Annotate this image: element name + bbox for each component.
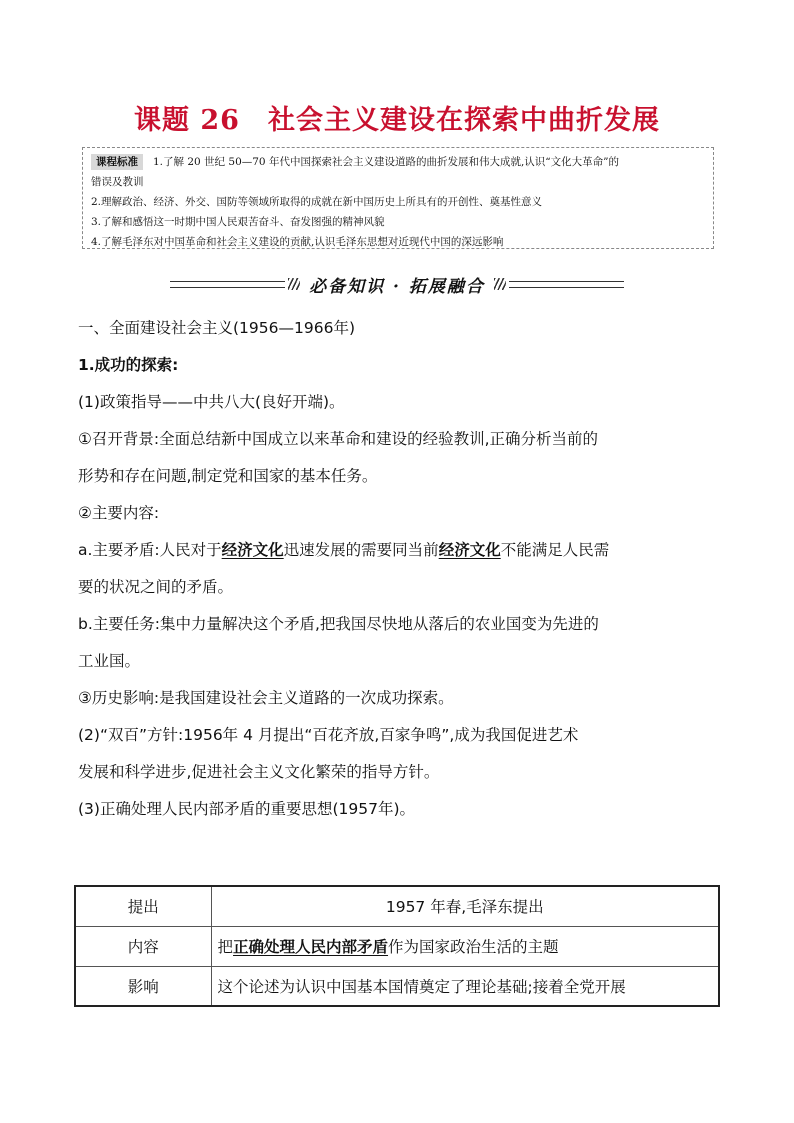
paragraph: ③历史影响:是我国建设社会主义道路的一次成功探索。 (78, 689, 454, 707)
curriculum-standard-box (82, 147, 714, 249)
banner-text: 必备知识 · 拓展融合 (309, 276, 485, 297)
info-table (74, 885, 720, 1007)
paragraph: (3)正确处理人民内部矛盾的重要思想(1957年)。 (78, 800, 415, 818)
standard-line-4: 4.了解毛泽东对中国革命和社会主义建设的贡献,认识毛泽东思想对近现代中国的深远影响 (91, 236, 504, 248)
keyword: 正确处理人民内部矛盾 (233, 938, 389, 956)
table-value: 把正确处理人民内部矛盾作为国家政治生活的主题 (211, 926, 719, 966)
paragraph: ①召开背景:全面总结新中国成立以来革命和建设的经验教训,正确分析当前的 (78, 430, 599, 448)
paragraph: 要的状况之间的矛盾。 (78, 578, 234, 596)
paragraph: (2)“双百”方针:1956年 4 月提出“百花齐放,百家争鸣”,成为我国促进艺术 (78, 726, 579, 744)
banner-hatch-left (288, 278, 300, 290)
banner-rule-right (509, 281, 624, 288)
table-label: 提出 (75, 886, 211, 926)
paragraph: b.主要任务:集中力量解决这个矛盾,把我国尽快地从落后的农业国变为先进的 (78, 615, 599, 633)
table-label: 内容 (75, 926, 211, 966)
paragraph: 形势和存在问题,制定党和国家的基本任务。 (78, 467, 378, 485)
keyword: 经济文化 (221, 541, 284, 559)
paragraph: 工业国。 (78, 652, 141, 670)
standard-line-1: 课程标准 1.了解 20 世纪 50—70 年代中国探索社会主义建设道路的曲折发展和伟大成就,认识“文化大革命”的 (91, 152, 705, 172)
table-row (75, 886, 719, 926)
main-content (78, 310, 718, 828)
section-heading: 一、全面建设社会主义(1956—1966年) (78, 319, 355, 337)
table-value: 这个论述为认识中国基本国情奠定了理论基础;接着全党开展 (211, 966, 719, 1006)
standard-line-2: 2.理解政治、经济、外交、国防等领域所取得的成就在新中国历史上所具有的开创性、奠基性意义 (91, 196, 543, 208)
paragraph: 发展和科学进步,促进社会主义文化繁荣的指导方针。 (78, 763, 440, 781)
paragraph: (1)政策指导——中共八大(良好开端)。 (78, 393, 345, 411)
table-row (75, 926, 719, 966)
banner-rule-left (170, 281, 285, 288)
table-label: 影响 (75, 966, 211, 1006)
paragraph: ②主要内容: (78, 504, 160, 522)
standard-line-1b: 错误及教训 (91, 176, 144, 188)
standard-badge: 课程标准 (91, 154, 143, 170)
section-banner (170, 270, 624, 298)
keyword: 经济文化 (438, 541, 501, 559)
standard-line-3: 3.了解和感悟这一时期中国人民艰苦奋斗、奋发图强的精神风貌 (91, 216, 385, 228)
table-row (75, 966, 719, 1006)
subsection-heading: 1.成功的探索: (78, 356, 179, 374)
banner-hatch-right (494, 278, 506, 290)
table-value: 1957 年春,毛泽东提出 (211, 886, 719, 926)
lesson-title: 课题 26 社会主义建设在探索中曲折发展 (134, 105, 660, 136)
paragraph-main-contradiction: a.主要矛盾:人民对于经济文化迅速发展的需要同当前经济文化不能满足人民需 (78, 541, 610, 559)
